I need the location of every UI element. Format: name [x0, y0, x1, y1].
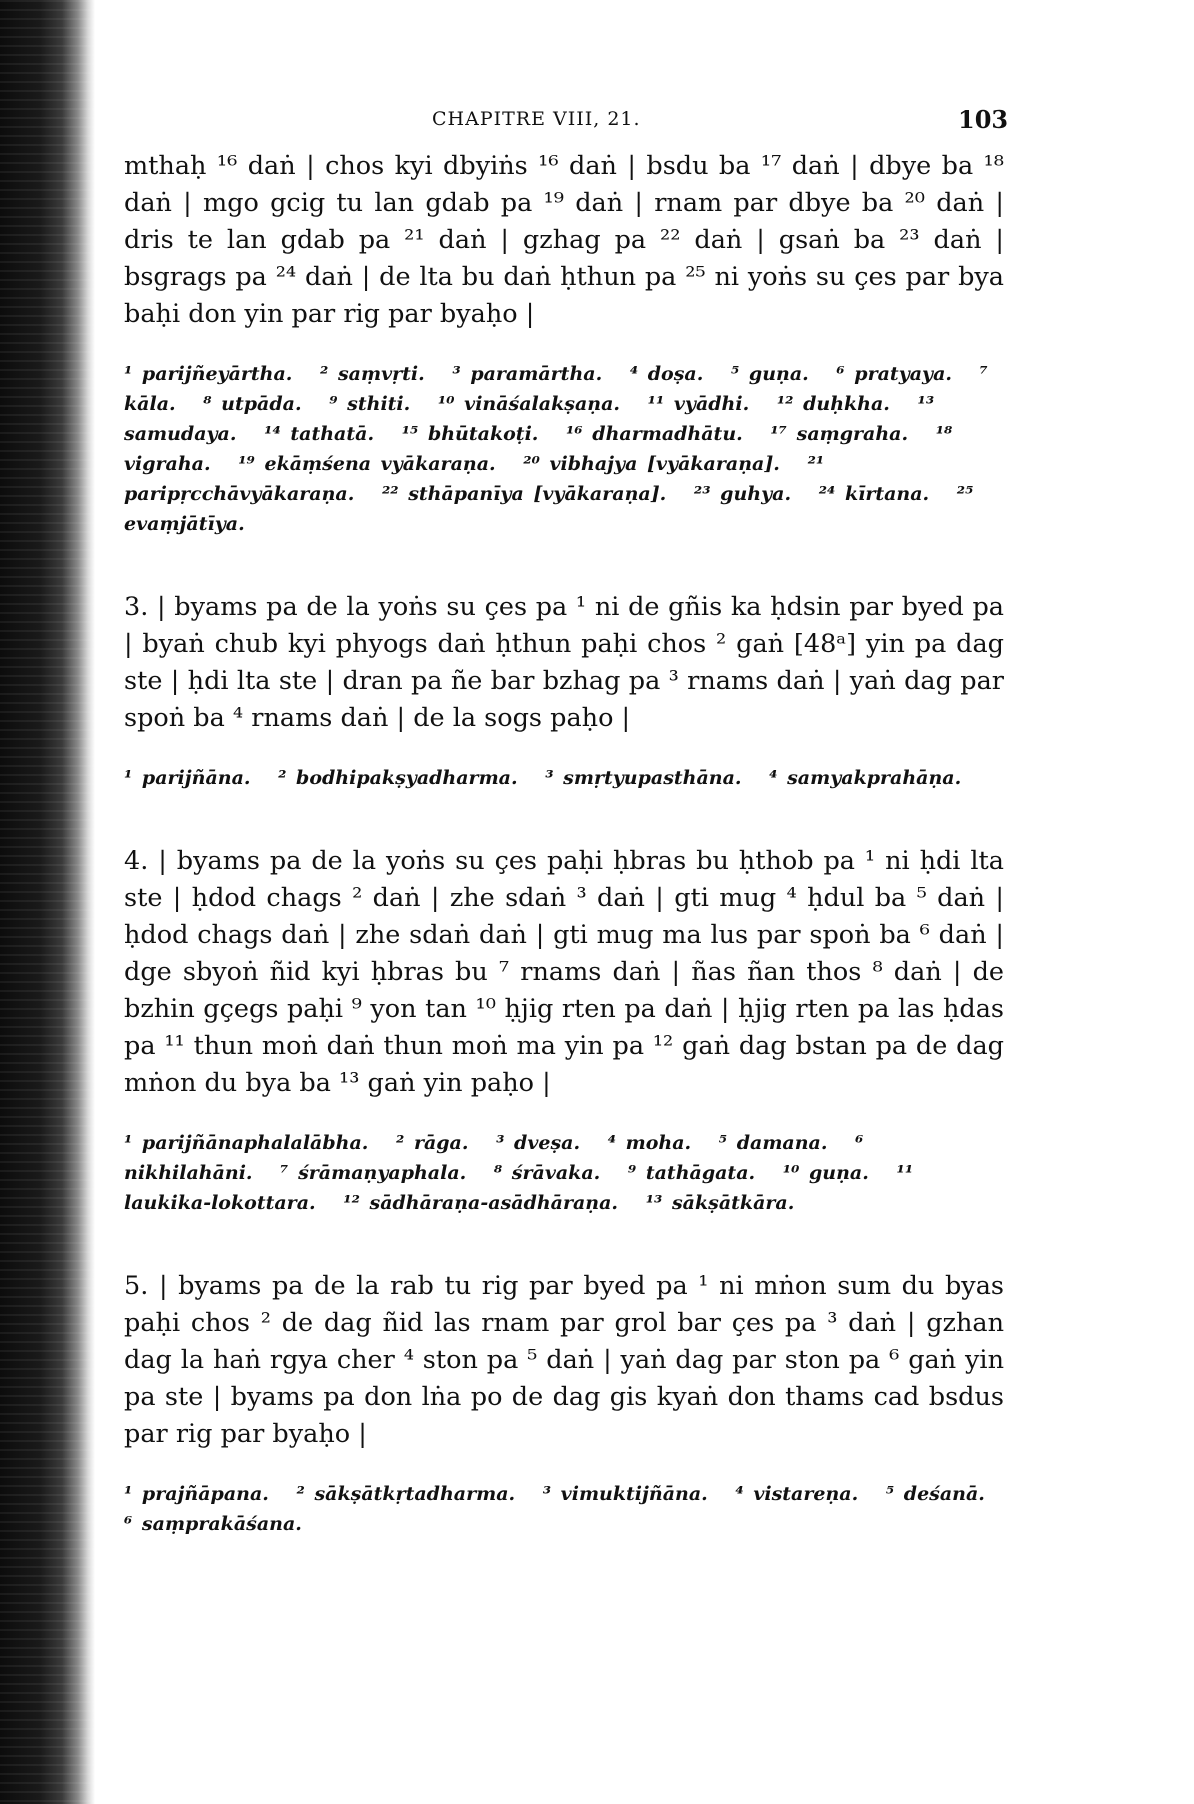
paragraph-section-3: 3. | byams pa de la yoṅs su çes pa ¹ ni de gñis ka ḥdsin par byed pa | byaṅ chub kyi phyogs daṅ ḥthun paḥi chos ² gaṅ [48ᵃ] yin pa dag ste | ḥdi lta ste | dran pa ñe bar bzhag pa ³ rnams daṅ | yaṅ dag par spoṅ ba ⁴ rnams daṅ | de la sogs paḥo | [124, 592, 1004, 733]
footnote: ²⁰ vibhajya [vyākaraṇa]. [523, 453, 780, 475]
footnote: ³ dveṣa. [496, 1132, 581, 1154]
footnote: ² bodhipakṣyadharma. [278, 767, 518, 789]
footnotes-section-5 [124, 1479, 1004, 1539]
footnote: ²⁴ kīrtana. [818, 483, 930, 505]
footnote: ⁴ samyakprahāṇa. [769, 767, 962, 789]
footnotes-section-4 [124, 1128, 1004, 1218]
footnote: ³ smṛtyupasthāna. [545, 767, 742, 789]
running-head [0, 105, 1194, 138]
footnote: ¹⁰ guṇa. [782, 1162, 869, 1184]
footnote: ⁹ sthiti. [329, 393, 411, 415]
footnote: ⁵ damana. [718, 1132, 828, 1154]
footnote: ⁷ kāla. [124, 363, 988, 415]
footnote: ⁶ pratyaya. [836, 363, 953, 385]
footnote: ¹³ samudaya. [124, 393, 935, 445]
section-gap [124, 1218, 1004, 1268]
footnotes-continued [124, 359, 1004, 539]
footnote: ⁷ śrāmaṇyaphala. [280, 1162, 467, 1184]
footnotes-section-3 [124, 763, 1004, 793]
footnote: ⁶ saṃprakāśana. [124, 1513, 302, 1535]
footnote: ¹⁶ dharmadhātu. [566, 423, 743, 445]
footnote: ¹ prajñāpana. [124, 1483, 269, 1505]
footnote: ⁵ guṇa. [730, 363, 809, 385]
footnote: ²³ guhya. [693, 483, 792, 505]
paragraph-continued: mthaḥ ¹⁶ daṅ | chos kyi dbyiṅs ¹⁶ daṅ | bsdu ba ¹⁷ daṅ | dbye ba ¹⁸ daṅ | mgo gcig tu lan gdab pa ¹⁹ daṅ | rnam par dbye ba ²⁰ daṅ | dris te lan gdab pa ²¹ daṅ | gzhag pa ²² daṅ | gsaṅ ba ²³ daṅ | bsgrags pa ²⁴ daṅ | de lta bu daṅ ḥthun pa ²⁵ ni yoṅs su çes par bya baḥi don yin par rig par byaḥo | [124, 151, 1004, 329]
footnote: ¹² duḥkha. [776, 393, 890, 415]
footnote: ¹⁰ vināśalakṣaṇa. [437, 393, 620, 415]
footnote: ⁸ śrāvaka. [493, 1162, 601, 1184]
footnote: ¹⁴ tathatā. [264, 423, 375, 445]
section-gap [124, 539, 1004, 589]
footnote: ¹¹ vyādhi. [647, 393, 750, 415]
footnote: ²⁵ evaṃjātīya. [124, 483, 974, 535]
footnote: ¹ parijñāna. [124, 767, 251, 789]
section-gap [124, 793, 1004, 843]
footnote: ⁹ tathāgata. [627, 1162, 756, 1184]
footnote: ¹⁹ ekāṃśena vyākaraṇa. [238, 453, 496, 475]
footnote: ² saṃvṛti. [320, 363, 425, 385]
paragraph-section-5: 5. | byams pa de la rab tu rig par byed pa ¹ ni mṅon sum du byas paḥi chos ² de dag ñid las rnam par grol bar çes pa ³ daṅ | gzhan dag la haṅ rgya cher ⁴ ston pa ⁵ daṅ | yaṅ dag par ston pa ⁶ gaṅ yin pa ste | byams pa don lṅa po de dag gis kyaṅ don thams cad bsdus par rig par byaḥo | [124, 1271, 1004, 1449]
footnote: ¹⁸ vigraha. [124, 423, 953, 475]
footnote: ⁶ nikhilahāni. [124, 1132, 864, 1184]
footnote: ¹⁵ bhūtakoṭi. [401, 423, 539, 445]
footnote: ⁴ moha. [607, 1132, 692, 1154]
spine-texture [0, 0, 95, 1804]
footnote: ¹ parijñānaphalalābha. [124, 1132, 369, 1154]
footnote: ³ vimuktijñāna. [542, 1483, 708, 1505]
footnote: ⁸ utpāda. [203, 393, 302, 415]
footnote: ²¹ paripṛcchāvyākaraṇa. [124, 453, 825, 505]
footnote: ¹² sādhāraṇa-asādhāraṇa. [343, 1192, 619, 1214]
chapter-title: CHAPITRE VIII, 21. [432, 108, 641, 130]
footnote: ² rāga. [396, 1132, 469, 1154]
footnote: ³ paramārtha. [452, 363, 603, 385]
footnote: ¹⁷ saṃgraha. [770, 423, 909, 445]
footnote: ¹ parijñeyārtha. [124, 363, 293, 385]
footnote: ¹³ sākṣātkāra. [645, 1192, 795, 1214]
paragraph-section-4: 4. | byams pa de la yoṅs su çes paḥi ḥbras bu ḥthob pa ¹ ni ḥdi lta ste | ḥdod chags ² daṅ | zhe sdaṅ ³ daṅ | gti mug ⁴ ḥdul ba ⁵ daṅ | ḥdod chags daṅ | zhe sdaṅ daṅ | gti mug ma lus par spoṅ ba ⁶ daṅ | dge sbyoṅ ñid kyi ḥbras bu ⁷ rnams daṅ | ñas ñan thos ⁸ daṅ | de bzhin gçegs paḥi ⁹ yon tan ¹⁰ ḥjig rten pa daṅ | ḥjig rten pa las ḥdas pa ¹¹ thun moṅ daṅ thun moṅ ma yin pa ¹² gaṅ dag bstan pa de dag mṅon du bya ba ¹³ gaṅ yin paḥo | [124, 846, 1004, 1098]
page-number: 103 [958, 105, 1009, 134]
footnote: ² sākṣātkṛtadharma. [296, 1483, 516, 1505]
page-body [124, 148, 1004, 1539]
footnote: ⁴ doṣa. [629, 363, 704, 385]
footnote: ⁵ deśanā. [885, 1483, 985, 1505]
footnote: ¹¹ laukika-lokottara. [124, 1162, 914, 1214]
footnote: ⁴ vistareṇa. [735, 1483, 859, 1505]
footnote: ²² sthāpanīya [vyākaraṇa]. [381, 483, 667, 505]
